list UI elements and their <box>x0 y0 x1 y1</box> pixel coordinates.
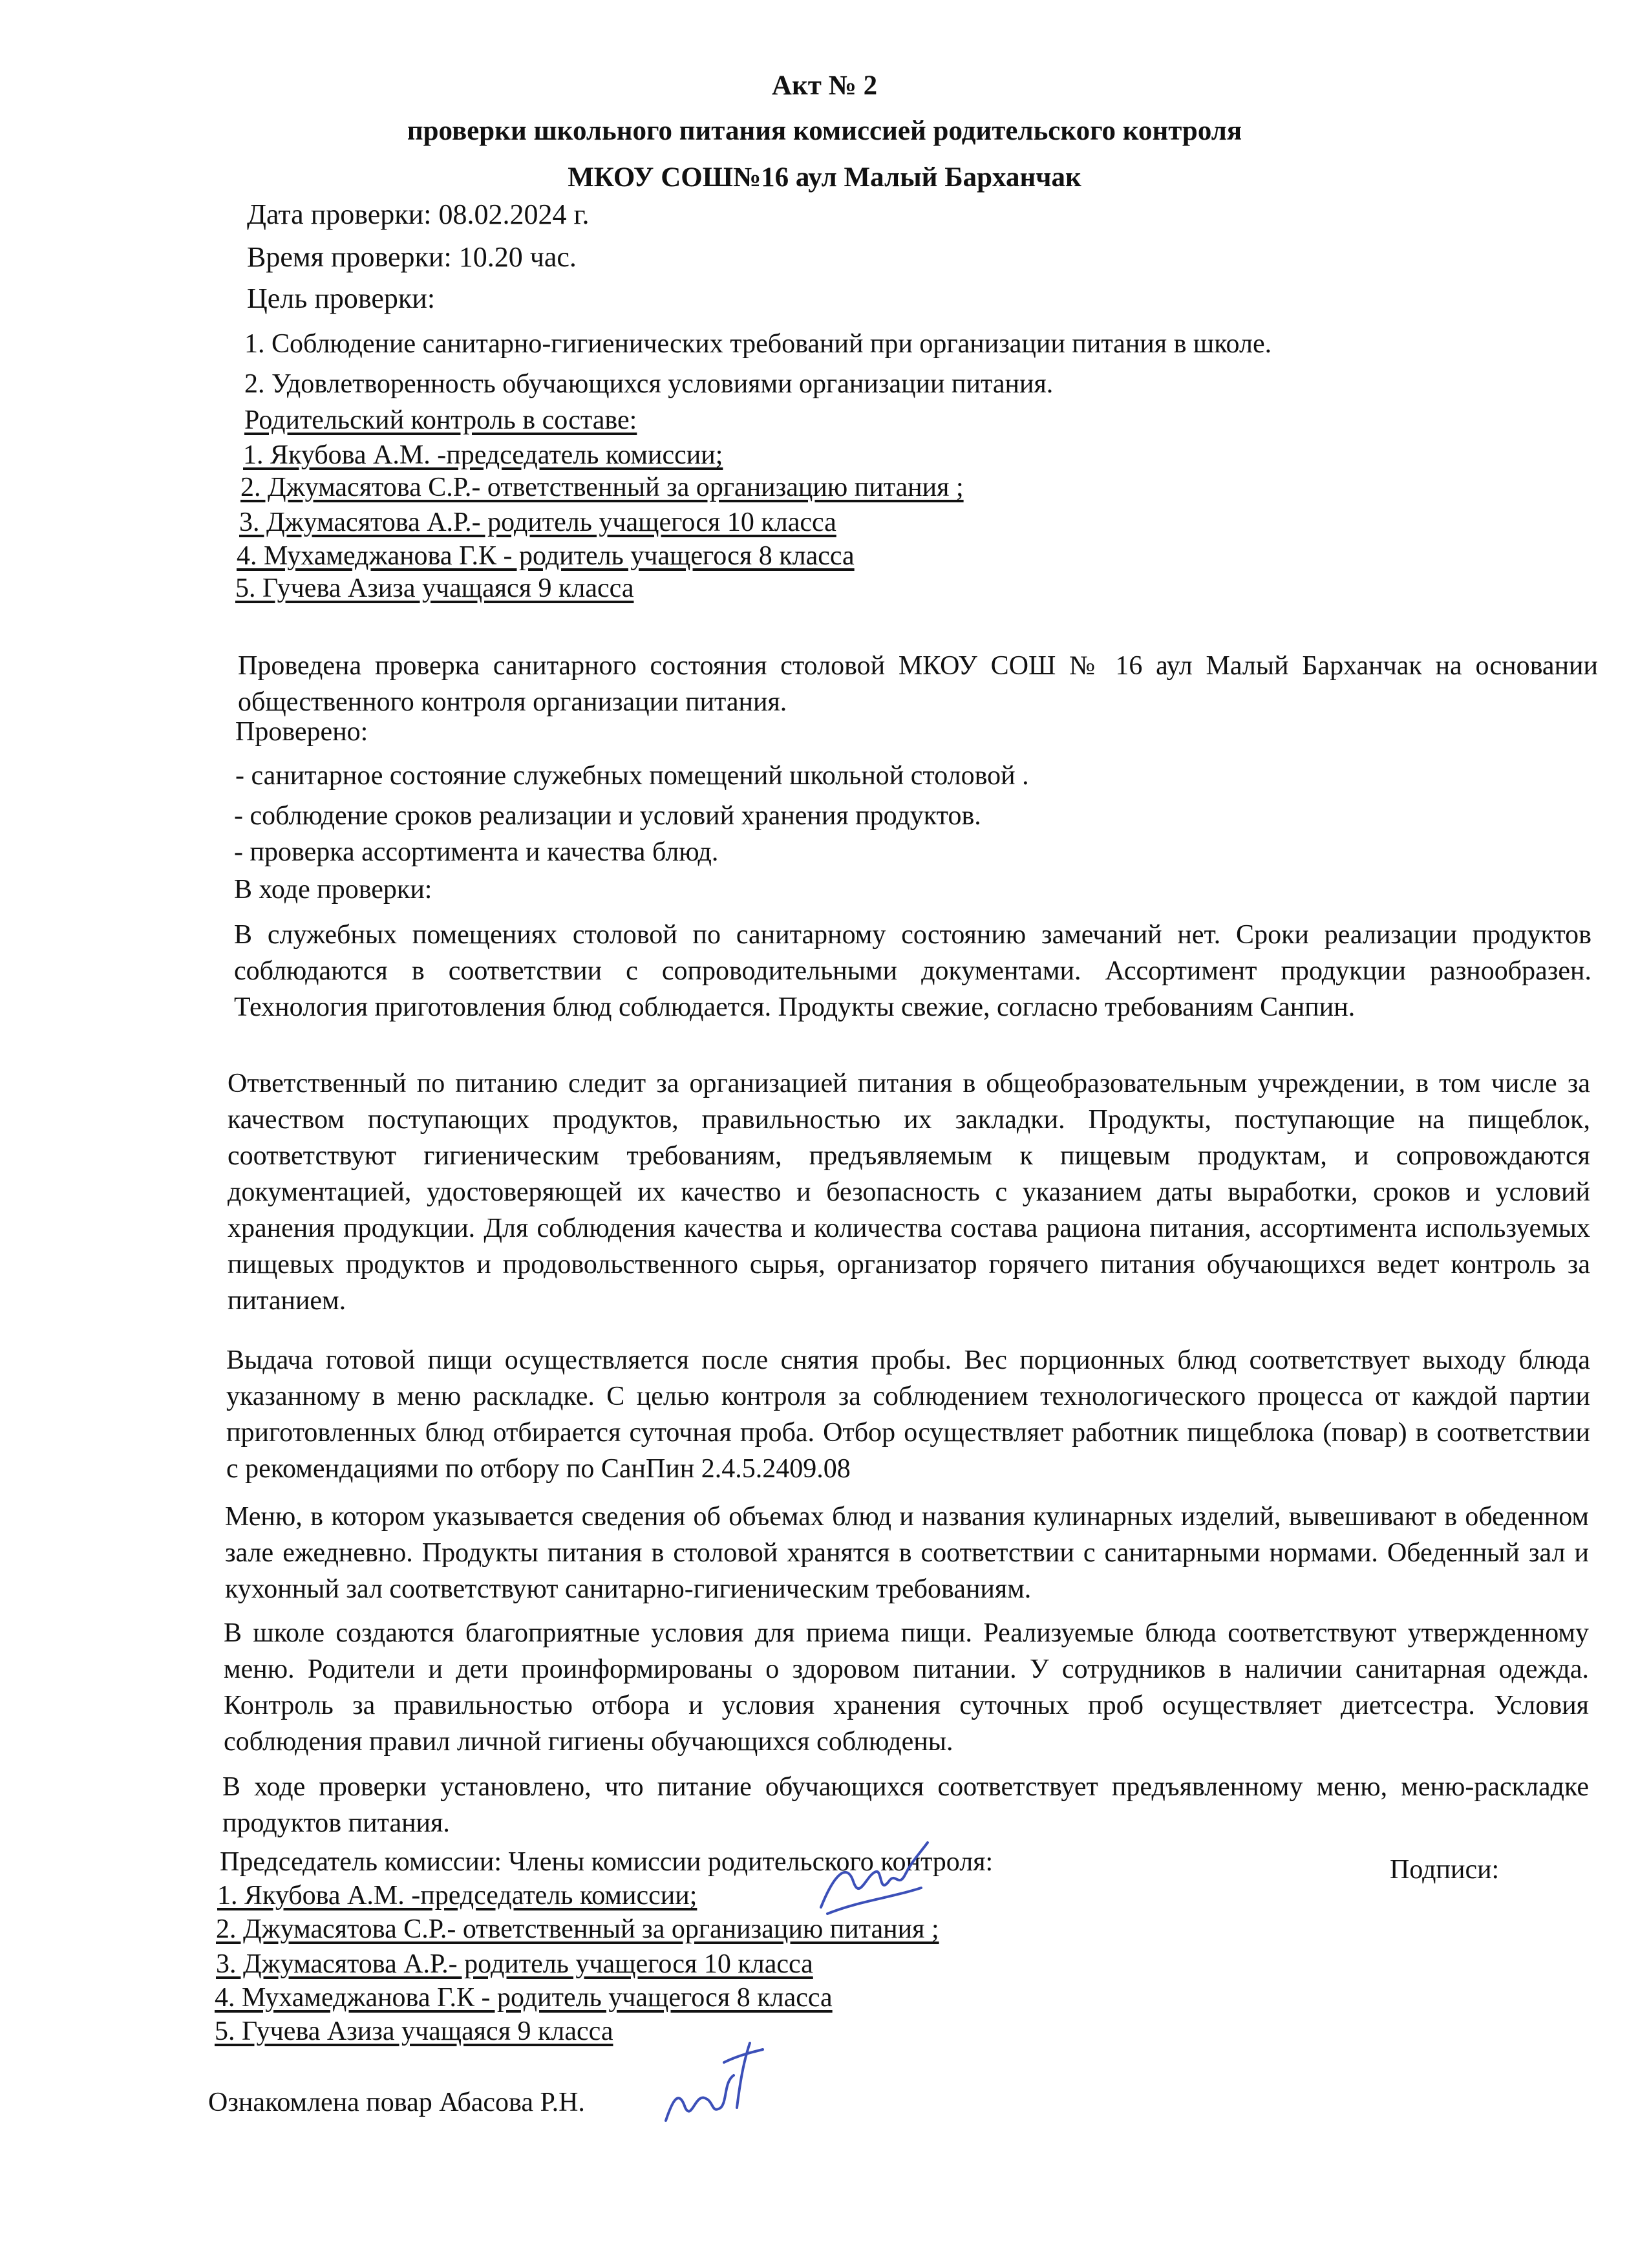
goal-label: Цель проверки: <box>247 283 436 314</box>
commission-member: 4. Мухамеджанова Г.К - родитель учащегося 8 класса <box>237 541 855 571</box>
acknowledged-line: Ознакомлена повар Абасова Р.Н. <box>208 2088 585 2117</box>
intro-paragraph: Проведена проверка санитарного состояния столовой МКОУ СОШ № 16 аул Малый Барханчак на основании общественного контроля организации питания. <box>238 651 1598 717</box>
document-title: Акт № 2 <box>771 70 878 101</box>
signatory-member: 4. Мухамеджанова Г.К - родитель учащегося 8 класса <box>215 1983 833 2013</box>
findings-paragraph: Ответственный по питанию следит за организацией питания в общеобразовательным учреждении, в том числе за качеством поступающих продуктов, правильностью их закладки. Продукты, поступающие на пищеблок, соответствуют гигиеническим требованиям, предъявляемым к пищевым продуктам, и сопровождаются документацией, удостоверяющей их качество и безопасность с указанием даты выработки, сроков и условий хранения продукции. Для соблюдения качества и количества состава рациона питания, ассортимента используемых пищевых продуктов и продовольственного сырья, организатор горячего питания обучающихся ведет контроль за питанием. <box>228 1069 1590 1316</box>
signatory-member: 2. Джумасятова С.Р.- ответственный за организацию питания ; <box>216 1914 939 1944</box>
findings-paragraph: Меню, в котором указывается сведения об объемах блюд и названия кулинарных изделий, вывешивают в обеденном зале ежедневно. Продукты питания в столовой хранятся в соответствии с санитарными нормами. Обеденный зал и кухонный зал соответствуют санитарно-гигиеническим требованиям. <box>225 1502 1589 1604</box>
school-name: МКОУ СОШ№16 аул Малый Барханчак <box>568 162 1081 193</box>
inspection-date: Дата проверки: 08.02.2024 г. <box>247 198 590 230</box>
commission-member: 2. Джумасятова С.Р.- ответственный за организацию питания ; <box>240 473 964 502</box>
checked-item: - соблюдение сроков реализации и условий хранения продуктов. <box>234 801 981 831</box>
commission-member: 1. Якубова А.М. -председатель комиссии; <box>243 440 723 470</box>
document-subtitle: проверки школьного питания комиссией родительского контроля <box>407 116 1242 146</box>
signatory-member: 5. Гучева Азиза учащаяся 9 класса <box>215 2017 613 2046</box>
cook-signature <box>659 2037 769 2134</box>
commission-member: 5. Гучева Азиза учащаяся 9 класса <box>235 573 634 603</box>
checked-item: - санитарное состояние служебных помещений школьной столовой . <box>235 761 1029 791</box>
findings-paragraph: Выдача готовой пищи осуществляется после снятия пробы. Вес порционных блюд соответствует выходу блюда указанному в меню раскладке. С целью контроля за соблюдением технологического процесса от каждой партии приготовленных блюд отбирается суточная проба. Отбор осуществляет работник пищеблока (повар) в соответствии с рекомендациями по отбору по СанПин 2.4.5.2409.08 <box>226 1345 1590 1484</box>
signatures-label: Подписи: <box>1390 1855 1500 1885</box>
during-label: В ходе проверки: <box>234 875 432 904</box>
goal-item: 2. Удовлетворенность обучающихся условиями организации питания. <box>244 369 1054 399</box>
signatory-member: 1. Якубова А.М. -председатель комиссии; <box>217 1881 697 1910</box>
chair-signature <box>808 1836 937 1927</box>
inspection-time: Время проверки: 10.20 час. <box>247 241 577 273</box>
findings-paragraph: В школе создаются благоприятные условия для приема пищи. Реализуемые блюда соответствуют утвержденному меню. Родители и дети проинформированы о здоровом питании. У сотрудников в наличии санитарная одежда. Контроль за правильностью отбора и условия хранения суточных проб осуществляет диетсестра. Условия соблюдения правил личной гигиены обучающихся соблюдены. <box>224 1618 1589 1757</box>
signatory-member: 3. Джумасятова А.Р.- родитель учащегося 10 класса <box>216 1949 813 1979</box>
checked-label: Проверено: <box>235 717 368 747</box>
commission-member: 3. Джумасятова А.Р.- родитель учащегося 10 класса <box>239 508 836 537</box>
conclusion-paragraph: В ходе проверки установлено, что питание обучающихся соответствует предъявленному меню, меню-раскладке продуктов питания. <box>222 1772 1589 1838</box>
signatures-header: Председатель комиссии: Члены комиссии родительского контроля: <box>220 1847 994 1877</box>
commission-label: Родительский контроль в составе: <box>244 405 637 435</box>
checked-item: - проверка ассортимента и качества блюд. <box>234 837 719 867</box>
findings-paragraph: В служебных помещениях столовой по санитарному состоянию замечаний нет. Сроки реализации продуктов соблюдаются в соответствии с сопроводительными документами. Ассортимент продукции разнообразен. Технология приготовления блюд соблюдается. Продукты свежие, согласно требованиям Санпин. <box>234 920 1591 1022</box>
goal-item: 1. Соблюдение санитарно-гигиенических требований при организации питания в школе. <box>244 329 1272 359</box>
